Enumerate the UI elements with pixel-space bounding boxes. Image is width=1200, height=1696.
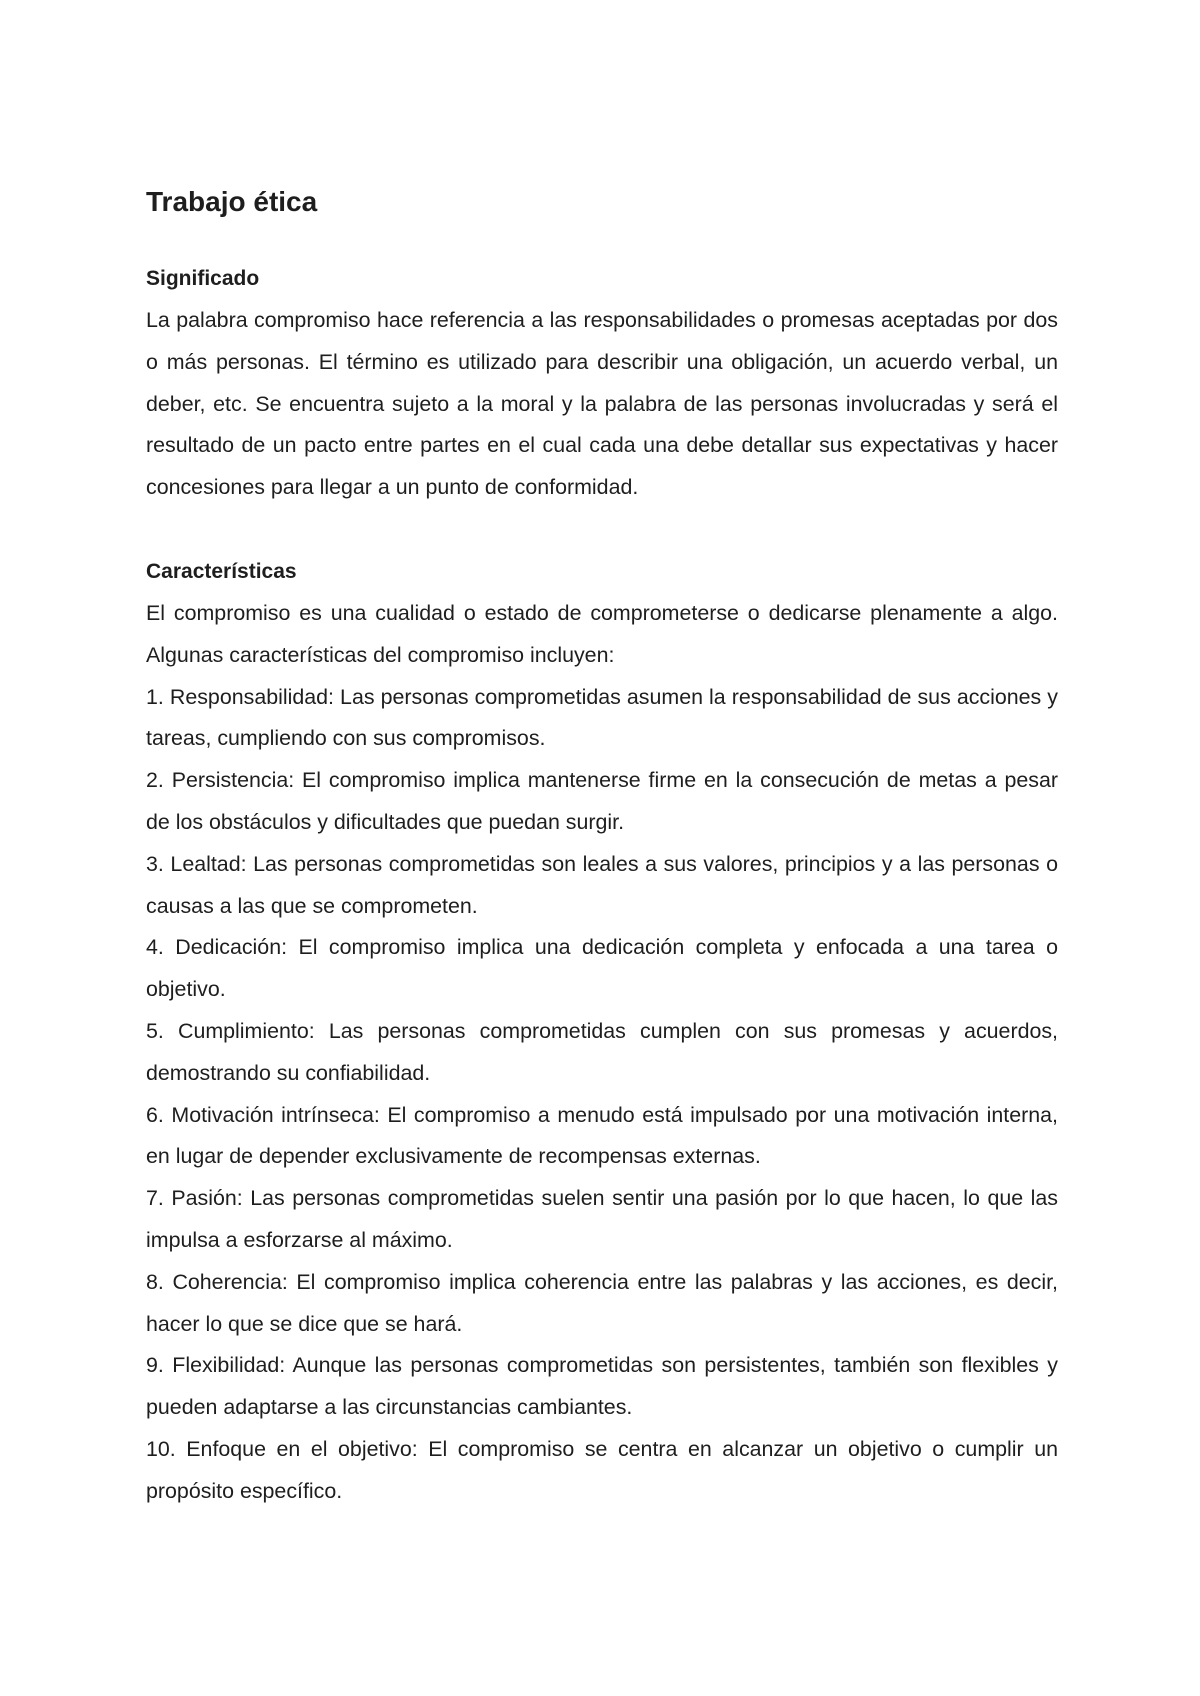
section-heading: Características: [146, 559, 297, 583]
list-item: 10. Enfoque en el objetivo: El compromiso se centra en alcanzar un objetivo o cumplir un propósito específico.: [146, 1436, 1058, 1503]
list-item: 5. Cumplimiento: Las personas comprometidas cumplen con sus promesas y acuerdos, demostrando su confiabilidad.: [146, 1018, 1058, 1085]
list-item: 8. Coherencia: El compromiso implica coherencia entre las palabras y las acciones, es decir, hacer lo que se dice que se hará.: [146, 1269, 1058, 1336]
list-item: 4. Dedicación: El compromiso implica una dedicación completa y enfocada a una tarea o objetivo.: [146, 935, 1058, 1002]
list-item: 3. Lealtad: Las personas comprometidas son leales a sus valores, principios y a las personas o causas a las que se comprometen.: [146, 851, 1058, 918]
list-item: 7. Pasión: Las personas comprometidas suelen sentir una pasión por lo que hacen, lo que las impulsa a esforzarse al máximo.: [146, 1186, 1058, 1252]
section-spacer: [146, 509, 1058, 551]
section-paragraph: El compromiso es una cualidad o estado de comprometerse o dedicarse plenamente a algo. Algunas características del compromiso incluyen:: [146, 600, 1058, 667]
document-title: Trabajo ética: [146, 186, 318, 217]
section-significado: [146, 258, 1058, 509]
document-page: [146, 180, 1058, 1513]
section-heading: Significado: [146, 267, 260, 290]
section-paragraph: La palabra compromiso hace referencia a las responsabilidades o promesas aceptadas por dos o más personas. El término es utilizado para describir una obligación, un acuerdo verbal, un deber, etc. Se encuentra sujeto a la moral y la palabra de las personas involucradas y será el resultado de un pacto entre partes en el cual cada una debe detallar sus expectativas y hacer concesiones para llegar a un punto de conformidad.: [146, 308, 1058, 500]
characteristics-list: [146, 677, 1058, 1513]
section-caracteristicas: [146, 551, 1058, 1513]
list-item: 9. Flexibilidad: Aunque las personas comprometidas son persistentes, también son flexibles y pueden adaptarse a las circunstancias cambiantes.: [146, 1353, 1058, 1420]
list-item: 6. Motivación intrínseca: El compromiso a menudo está impulsado por una motivación interna, en lugar de depender exclusivamente de recompensas externas.: [146, 1102, 1058, 1169]
list-item: 2. Persistencia: El compromiso implica mantenerse firme en la consecución de metas a pesar de los obstáculos y dificultades que puedan surgir.: [146, 768, 1058, 834]
list-item: 1. Responsabilidad: Las personas comprometidas asumen la responsabilidad de sus acciones y tareas, cumpliendo con sus compromisos.: [146, 684, 1058, 751]
